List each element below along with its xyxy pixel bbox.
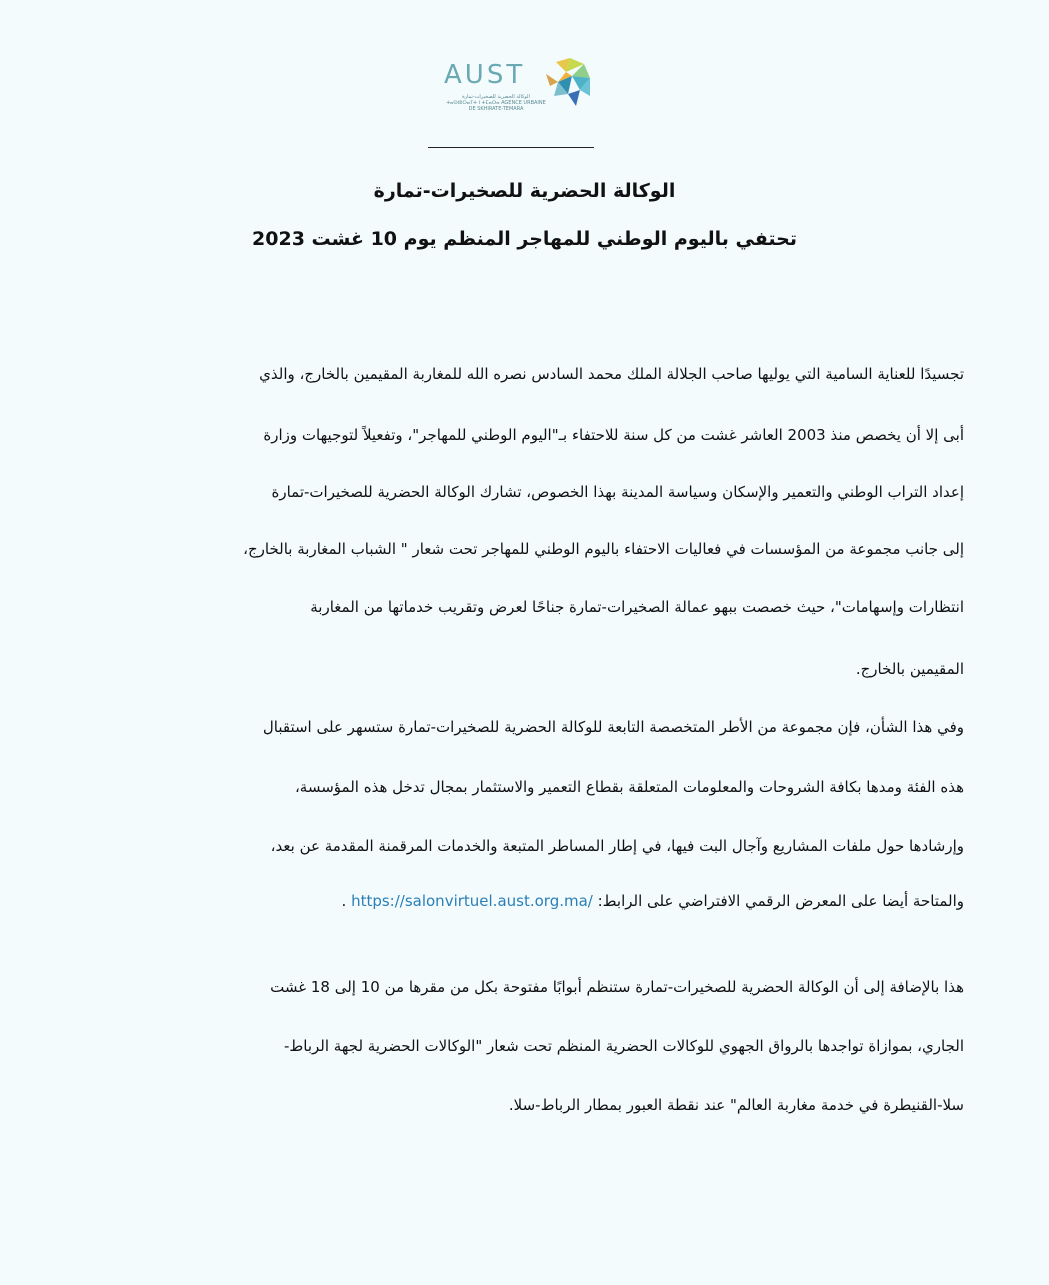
page-subtitle: تحتفي باليوم الوطني للمهاجر المنظم يوم 10 غشت 2023 [252, 228, 797, 250]
paragraph-line: الجاري، بموازاة تواجدها بالرواق الجهوي للوكالات الحضرية المنظم تحت شعار "الوكالات الحضرية لجهة الرباط- [284, 1037, 964, 1055]
paragraph-line: المقيمين بالخارج. [855, 660, 964, 678]
logo-mark-icon [536, 56, 592, 114]
paragraph-line-end: . [341, 892, 347, 910]
logo-wordmark: AUST [444, 60, 526, 90]
paragraph-line: وفي هذا الشأن، فإن مجموعة من الأطر المتخصصة التابعة للوكالة الحضرية للصخيرات-تمارة ستسهر على استقبال [262, 718, 964, 736]
paragraph-line: وإرشادها حول ملفات المشاريع وآجال البت فيها، في إطار المساطر المتبعة والخدمات المرقمنة المقدمة عن بعد، [270, 837, 964, 855]
paragraph-line: انتظارات وإسهامات"، حيث خصصت ببهو عمالة الصخيرات-تمارة جناحًا لعرض وتقريب خدماتها من المغاربة [310, 598, 964, 616]
paragraph-line: هذه الفئة ومدها بكافة الشروحات والمعلومات المتعلقة بقطاع التعمير والاستثمار بمجال تدخل هذه المؤسسة، [294, 778, 964, 796]
paragraph-line-text: والمتاحة أيضا على المعرض الرقمي الافتراضي على الرابط: [597, 892, 964, 910]
page-title: الوكالة الحضرية للصخيرات-تمارة [373, 180, 676, 202]
salon-virtuel-link[interactable]: https://salonvirtuel.aust.org.ma/ [351, 892, 593, 910]
paragraph-line: سلا-القنيطرة في خدمة مغاربة العالم" عند نقطة العبور بمطار الرباط-سلا. [508, 1096, 964, 1114]
header-divider [428, 147, 594, 148]
paragraph-line: تجسيدًا للعناية السامية التي يوليها صاحب الجلالة الملك محمد السادس نصره الله للمغاربة المقيمين بالخارج، والذي [259, 365, 964, 383]
paragraph-line: هذا بالإضافة إلى أن الوكالة الحضرية للصخيرات-تمارة ستنظم أبوابًا مفتوحة بكل من مقرها من 10 إلى 18 غشت [270, 978, 964, 996]
paragraph-line: إلى جانب مجموعة من المؤسسات في فعاليات الاحتفاء باليوم الوطني للمهاجر تحت شعار " الشباب المغاربة بالخارج، [243, 540, 964, 558]
logo-subtitle: الوكالة الحضرية للصخيرات-تمارة ⵜⴰⵙⵏⵓⵔⴰⵢⵜ ⵏ ⵜⵎⴰⵔⴰ AGENCE URBAINE DE SKHIRATE-TEMARA [446, 94, 546, 112]
paragraph-last-line [92, 889, 964, 913]
aust-logo [444, 56, 594, 122]
paragraph-line: إعداد التراب الوطني والتعمير والإسكان وسياسة المدينة بهذا الخصوص، تشارك الوكالة الحضرية للصخيرات-تمارة [271, 483, 964, 501]
paragraph-line: أبى إلا أن يخصص منذ 2003 العاشر غشت من كل سنة للاحتفاء بـ"اليوم الوطني للمهاجر"، وتفعيلاً لتوجيهات وزارة [263, 426, 964, 444]
